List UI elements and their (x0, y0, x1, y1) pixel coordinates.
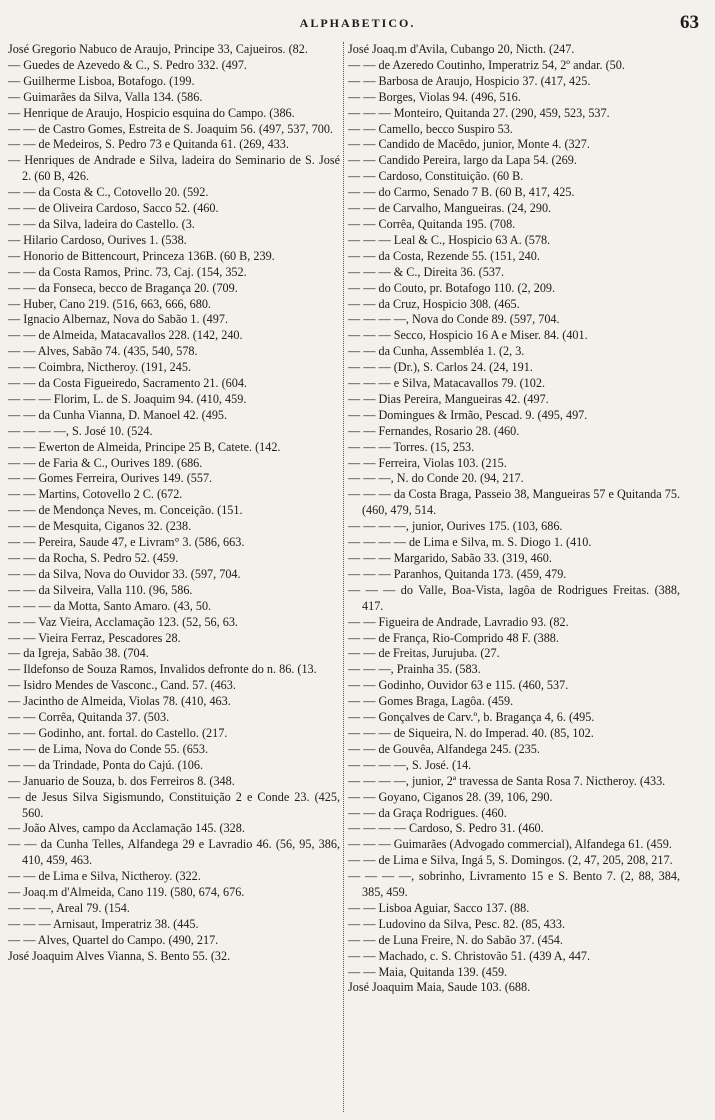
directory-entry: — — Machado, c. S. Christovão 51. (439 A, 447. (348, 948, 591, 963)
directory-entry: — — — do Valle, Boa-Vista, lagôa de Rodrigues Freitas. (388, 417. (348, 582, 680, 613)
directory-entry: — — Alves, Quartel do Campo. (490, 217. (8, 932, 219, 947)
directory-entry: José Joaq.m d'Avila, Cubango 20, Nicth. (247. (348, 42, 575, 56)
directory-entry: — — da Costa & C., Cotovello 20. (592. (8, 185, 209, 200)
directory-entry: — — — da Motta, Santo Amaro. (43, 50. (8, 598, 212, 613)
directory-entry: — — Alves, Sabão 74. (435, 540, 578. (8, 344, 198, 359)
directory-entry: — — — Monteiro, Quitanda 27. (290, 459, 523, 537. (348, 105, 610, 120)
directory-entry: José Joaquim Alves Vianna, S. Bento 55. (32. (8, 948, 231, 963)
directory-entry: — — Candido de Macêdo, junior, Monte 4. (327. (348, 137, 590, 152)
directory-entry: José Gregorio Nabuco de Araujo, Principe 33, Cajueiros. (82. (8, 42, 308, 56)
directory-entry: — — Domingues & Irmão, Pescad. 9. (495, 497. (348, 407, 588, 422)
directory-entry: — — Cardoso, Constituição. (60 B. (348, 169, 524, 184)
directory-entry: — — — Arnisaut, Imperatriz 38. (445. (8, 916, 199, 931)
directory-entry: — Guilherme Lisboa, Botafogo. (199. (8, 73, 195, 88)
directory-entry: — — Godinho, ant. fortal. do Castello. (217. (8, 725, 228, 740)
directory-entry: — — de Lima e Silva, Ingá 5, S. Domingos. (2, 47, 205, 208, 217. (348, 853, 673, 868)
directory-entry: — — da Costa, Rezende 55. (151, 240. (348, 248, 540, 263)
directory-entry: — — da Cunha Telles, Alfandega 29 e Lavradio 46. (56, 95, 386, 410, 459, 463. (8, 837, 340, 868)
directory-entry: — — Maia, Quitanda 139. (459. (348, 964, 508, 979)
directory-entry: — — — Torres. (15, 253. (348, 439, 475, 454)
directory-entry: — — — Guimarães (Advogado commercial), Alfandega 61. (459. (348, 837, 672, 852)
directory-entry: — Ignacio Albernaz, Nova do Sabão 1. (497. (8, 312, 228, 327)
directory-entry: — Joaq.m d'Almeida, Cano 119. (580, 674, 676. (8, 885, 245, 900)
directory-entry: — — — —, S. José. (14. (348, 757, 472, 772)
directory-entry: — — de Lima e Silva, Nictheroy. (322. (8, 869, 201, 884)
directory-entry: — — — & C., Direita 36. (537. (348, 264, 505, 279)
column-divider (343, 42, 345, 1112)
directory-entry: — — — Margarido, Sabão 33. (319, 460. (348, 551, 552, 565)
directory-entry: — Januario de Souza, b. dos Ferreiros 8. (348. (8, 773, 235, 788)
directory-entry: — Henriques de Andrade e Silva, ladeira do Seminario de S. José 2. (60 B, 426. (8, 153, 340, 184)
directory-entry: — — Vaz Vieira, Acclamação 123. (52, 56, 63. (8, 614, 238, 629)
directory-entry: — — Ewerton de Almeida, Principe 25 B, Catete. (142. (8, 439, 281, 454)
directory-entry: — — —, Prainha 35. (583. (348, 662, 481, 677)
directory-entry: — Isidro Mendes de Vasconc., Cand. 57. (463. (8, 678, 236, 693)
directory-entry: — — Martins, Cotovello 2 C. (672. (8, 487, 183, 502)
directory-entry: — — de França, Rio-Comprido 48 F. (388. (348, 630, 559, 645)
directory-entry: — — da Costa Figueiredo, Sacramento 21. (604. (8, 376, 247, 391)
directory-entry: — — Ferreira, Violas 103. (215. (348, 455, 507, 470)
directory-entry: — — da Costa Ramos, Princ. 73, Caj. (154, 352. (8, 264, 247, 279)
directory-columns (8, 42, 707, 1112)
directory-entry: — — de Carvalho, Mangueiras. (24, 290. (348, 201, 552, 216)
directory-entry: — — de Castro Gomes, Estreita de S. Joaquim 56. (497, 537, 700. (8, 121, 333, 136)
directory-entry: — — Lisboa Aguiar, Sacco 137. (88. (348, 900, 530, 915)
directory-entry: — — Ludovino da Silva, Pesc. 82. (85, 433. (348, 916, 565, 931)
directory-entry: — — — Secco, Hospicio 16 A e Miser. 84. (401. (348, 328, 588, 343)
directory-entry: — — de Mesquita, Ciganos 32. (238. (8, 519, 192, 534)
directory-entry: — — — —, Nova do Conde 89. (597, 704. (348, 312, 560, 327)
directory-entry: — — Fernandes, Rosario 28. (460. (348, 423, 520, 438)
directory-entry: — — da Graça Rodrigues. (460. (348, 805, 507, 820)
left-column (8, 42, 340, 1112)
directory-entry: — — do Couto, pr. Botafogo 110. (2, 209. (348, 280, 556, 295)
directory-entry: — — de Lima, Nova do Conde 55. (653. (8, 741, 209, 756)
directory-entry: — — Pereira, Saude 47, e Livram° 3. (586, 663. (8, 535, 245, 550)
directory-entry: — — — —, sobrinho, Livramento 15 e S. Bento 7. (2, 88, 384, 385, 459. (348, 869, 680, 900)
directory-entry: — — da Fonseca, becco de Bragança 20. (709. (8, 280, 238, 295)
directory-entry: — — — Leal & C., Hospicio 63 A. (578. (348, 232, 551, 247)
directory-entry: — — — Florim, L. de S. Joaquim 94. (410, 459. (8, 391, 247, 406)
directory-entry: — Hilario Cardoso, Ourives 1. (538. (8, 232, 187, 247)
directory-entry: — — Gomes Ferreira, Ourives 149. (557. (8, 471, 213, 486)
directory-entry: — Guedes de Azevedo & C., S. Pedro 332. (497. (8, 57, 247, 72)
directory-entry: — — —, Areal 79. (154. (8, 900, 130, 915)
directory-entry: — — de Medeiros, S. Pedro 73 e Quitanda 61. (269, 433. (8, 137, 289, 152)
directory-entry: — — — (Dr.), S. Carlos 24. (24, 191. (348, 360, 533, 375)
directory-entry: — Guimarães da Silva, Valla 134. (586. (8, 89, 203, 104)
directory-entry: — — de Luna Freire, N. do Sabão 37. (454. (348, 932, 563, 947)
directory-entry: — — da Rocha, S. Pedro 52. (459. (8, 551, 179, 565)
directory-entry: — Jacintho de Almeida, Violas 78. (410, 463. (8, 694, 231, 709)
directory-entry: — — Borges, Violas 94. (496, 516. (348, 89, 521, 104)
directory-entry: — — — —, junior, 2ª travessa de Santa Rosa 7. Nictheroy. (433. (348, 773, 666, 788)
directory-entry: — — da Silveira, Valla 110. (96, 586. (8, 582, 193, 597)
directory-entry: — Huber, Cano 219. (516, 663, 666, 680. (8, 296, 211, 311)
directory-entry: — — de Azeredo Coutinho, Imperatriz 54, 2º andar. (50. (348, 57, 625, 72)
directory-entry: — da Igreja, Sabão 38. (704. (8, 646, 149, 661)
directory-entry: — de Jesus Silva Sigismundo, Constituição 2 e Conde 23. (425, 560. (8, 789, 340, 820)
directory-entry: — — do Carmo, Senado 7 B. (60 B, 417, 425. (348, 185, 575, 200)
directory-entry: — — de Faria & C., Ourives 189. (686. (8, 455, 203, 470)
directory-entry: — — Gomes Braga, Lagôa. (459. (348, 694, 514, 709)
directory-entry: — — — Paranhos, Quitanda 173. (459, 479. (348, 566, 567, 581)
directory-entry: — — — — Cardoso, S. Pedro 31. (460. (348, 821, 544, 836)
directory-entry: — — — da Costa Braga, Passeio 38, Mangueiras 57 e Quitanda 75. (460, 479, 514. (348, 487, 680, 518)
right-column (348, 42, 680, 1112)
directory-entry: — — da Trindade, Ponta do Cajú. (106. (8, 757, 203, 772)
directory-entry: — — Camello, becco Suspiro 53. (348, 121, 513, 136)
page-header (0, 14, 715, 36)
directory-entry: — — de Almeida, Matacavallos 228. (142, 240. (8, 328, 243, 343)
directory-entry: — — Barbosa de Araujo, Hospicio 37. (417, 425. (348, 73, 591, 88)
directory-entry: — — de Mendonça Neves, m. Conceição. (151. (8, 503, 243, 518)
directory-entry: — Henrique de Araujo, Hospicio esquina do Campo. (386. (8, 105, 295, 120)
directory-entry: — — da Cruz, Hospicio 308. (465. (348, 296, 520, 311)
running-title: ALPHABETICO. (299, 16, 416, 30)
directory-entry: — — —, N. do Conde 20. (94, 217. (348, 471, 524, 486)
directory-entry: — — de Freitas, Jurujuba. (27. (348, 646, 500, 661)
directory-entry: — — — e Silva, Matacavallos 79. (102. (348, 376, 545, 391)
directory-entry: — — — — de Lima e Silva, m. S. Diogo 1. (410. (348, 535, 592, 550)
directory-entry: — — Coimbra, Nictheroy. (191, 245. (8, 360, 192, 375)
page-number: 63 (680, 12, 699, 33)
directory-entry: — — — de Siqueira, N. do Imperad. 40. (85, 102. (348, 725, 594, 740)
directory-entry: — — — —, S. José 10. (524. (8, 423, 153, 438)
directory-entry: — — Candido Pereira, largo da Lapa 54. (269. (348, 153, 577, 168)
directory-entry: José Joaquim Maia, Saude 103. (688. (348, 980, 531, 995)
directory-entry: — — da Cunha, Assembléa 1. (2, 3. (348, 344, 525, 359)
directory-entry: — — de Gouvêa, Alfandega 245. (235. (348, 741, 540, 756)
directory-entry: — João Alves, campo da Acclamação 145. (328. (8, 821, 245, 836)
directory-entry: — — Godinho, Ouvidor 63 e 115. (460, 537. (348, 678, 569, 693)
directory-entry: — — de Oliveira Cardoso, Sacco 52. (460. (8, 201, 219, 216)
directory-entry: — Ildefonso de Souza Ramos, Invalidos defronte do n. 86. (13. (8, 662, 317, 677)
directory-entry: — — da Cunha Vianna, D. Manoel 42. (495. (8, 407, 228, 422)
directory-entry: — — Corrêa, Quitanda 37. (503. (8, 710, 170, 725)
directory-entry: — — Goyano, Ciganos 28. (39, 106, 290. (348, 789, 553, 804)
directory-entry: — — — —, junior, Ourives 175. (103, 686. (348, 519, 563, 534)
directory-entry: — Honorio de Bittencourt, Princeza 136B. (60 B, 239. (8, 248, 275, 263)
directory-entry: — — da Silva, ladeira do Castello. (3. (8, 216, 195, 231)
directory-entry: — — da Silva, Nova do Ouvidor 33. (597, 704. (8, 566, 241, 581)
directory-entry: — — Gonçalves de Carv.º, b. Bragança 4, 6. (495. (348, 710, 595, 725)
directory-entry: — — Corrêa, Quitanda 195. (708. (348, 216, 516, 231)
directory-entry: — — Vieira Ferraz, Pescadores 28. (8, 630, 181, 645)
directory-entry: — — Figueira de Andrade, Lavradio 93. (82. (348, 614, 569, 629)
directory-entry: — — Dias Pereira, Mangueiras 42. (497. (348, 391, 549, 406)
